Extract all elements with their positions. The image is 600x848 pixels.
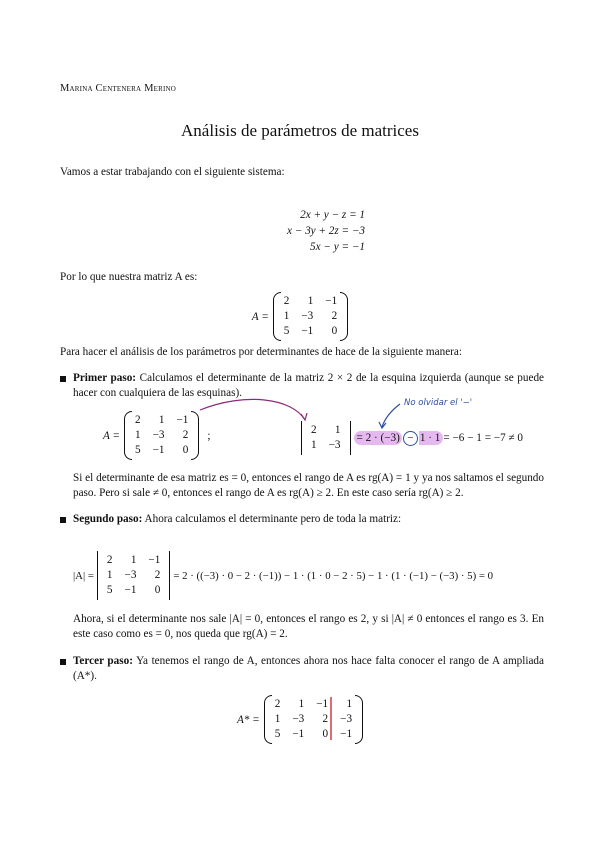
step1-label: Primer paso:	[73, 372, 137, 384]
det-matrix-cell: 1	[106, 569, 113, 581]
author-header: Marina Centenera Merino	[60, 83, 177, 94]
step1-matrix-a-cell: −1	[152, 444, 165, 456]
augmented-matrix-cell: −1	[316, 698, 329, 710]
matrix-a-cell: −1	[325, 295, 338, 307]
step1-description: Calculamos el determinante de la matriz 2 × 2 de la esquina izquierda (aunque se puede hacer con cualquiera de las esquinas).	[73, 372, 545, 399]
step2-note: Ahora, si el determinante nos sale |A| = 0, entonces el rango es 2, y si |A| ≠ 0 entonces el rango es 3. En este caso como es = 0, nos queda que rg(A) = 2.	[73, 613, 544, 640]
minor-cell: −3	[328, 439, 341, 451]
matrix-a-cell: 1	[307, 295, 314, 307]
augmented-matrix-cell: −3	[340, 713, 353, 725]
page-title: Análisis de parámetros de matrices	[181, 121, 419, 140]
step1-matrix-a-cell: 2	[134, 414, 141, 426]
det-matrix-cell: −1	[148, 554, 161, 566]
augmented-matrix-cell: 1	[298, 698, 305, 710]
augmented-matrix-cell: −1	[340, 728, 353, 740]
purple-arrow	[200, 399, 305, 420]
highlighted-expression: = 2 · (−3)	[354, 431, 402, 445]
step1-matrix-a-cell: 5	[134, 444, 141, 456]
separator: ;	[207, 429, 211, 442]
det-matrix-cell: 2	[154, 569, 161, 581]
step2-text	[73, 512, 544, 527]
matrix-a-label: A =	[251, 310, 269, 323]
matrix-a-cell: −3	[301, 310, 314, 322]
augmented-matrix	[264, 697, 363, 742]
det-matrix-row	[101, 583, 166, 598]
handwritten-annotation: No olvidar el '−'	[404, 398, 473, 408]
equation-2: x − 3y + 2z = −3	[286, 225, 366, 237]
augmented-matrix-equation	[0, 697, 600, 742]
augmented-matrix-cell: 1	[274, 713, 281, 725]
det-matrix	[96, 553, 171, 598]
det-matrix-cell: −1	[124, 584, 137, 596]
augmented-matrix-cell: −1	[292, 728, 305, 740]
matrix-a-cell: 2	[331, 310, 338, 322]
matrix-a-cell: 2	[283, 295, 290, 307]
matrix-a-cell: 1	[283, 310, 290, 322]
equation-1: 2x + y − z = 1	[300, 209, 366, 221]
det-matrix-cell: −3	[124, 569, 137, 581]
matrix-a-cell: 5	[283, 325, 290, 337]
step1-matrix-a-cell: −3	[152, 429, 165, 441]
augmented-matrix-cell: 2	[274, 698, 281, 710]
step2-description: Ahora calculamos el determinante pero de toda la matriz:	[144, 513, 402, 525]
det-matrix-row	[101, 553, 166, 568]
augmented-matrix-cell: 1	[346, 698, 353, 710]
augmented-matrix-cell: 2	[322, 713, 329, 725]
step1-matrix-a-cell: 1	[158, 414, 165, 426]
circled-minus: −	[403, 431, 418, 446]
augmented-matrix-row	[269, 712, 358, 727]
det-matrix-cell: 1	[130, 554, 137, 566]
augmented-matrix-row	[269, 697, 358, 712]
det-matrix-cell: 5	[106, 584, 113, 596]
step3-text	[73, 654, 544, 684]
minor-cell: 1	[311, 439, 317, 451]
step1-matrix-a-cell: 1	[134, 429, 141, 441]
det-matrix-row	[101, 568, 166, 583]
step2-label: Segundo paso:	[73, 513, 143, 525]
step1-result: = −6 − 1 = −7 ≠ 0	[443, 432, 524, 444]
det-expression: = 2 · ((−3) · 0 − 2 · (−1)) − 1 · (1 · 0 − 2 · 5) − 1 · (1 · (−1) − (−3) · 5) = 0	[173, 569, 494, 582]
step1-matrix-a-cell: −1	[176, 414, 189, 426]
matrix-a-cell: −1	[301, 325, 314, 337]
bullet-step3	[60, 659, 66, 665]
step3-label: Tercer paso:	[73, 655, 133, 667]
det-matrix-cell: 2	[106, 554, 113, 566]
matrix-intro-text: Por lo que nuestra matriz A es:	[60, 271, 198, 283]
analysis-intro-text: Para hacer el análisis de los parámetros por determinantes de hace de la siguiente manera:	[60, 346, 462, 358]
minor-cell: 1	[334, 424, 341, 436]
augmented-matrix-cell: 0	[322, 728, 329, 740]
det-label: |A| =	[73, 569, 94, 582]
step1-note: Si el determinante de esa matriz es = 0, entonces el rango de A es rg(A) = 1 y ya nos saltamos el segundo paso. Pero si sale ≠ 0, entonces el rango de A es rg(A) ≥ 2. En este caso sería rg(A) ≥ 2.	[73, 472, 544, 499]
augmented-matrix-cell: 5	[274, 728, 281, 740]
step1-matrix-a-cell: 2	[182, 429, 189, 441]
augmented-matrix-row	[269, 727, 358, 742]
highlighted-expression-2: 1 · 1	[419, 431, 444, 445]
bullet-step2	[60, 517, 66, 523]
blue-arrow	[382, 404, 400, 427]
minor-cell: 2	[311, 424, 317, 436]
intro-text: Vamos a estar trabajando con el siguiente sistema:	[60, 166, 285, 178]
equation-3: 5x − y = −1	[310, 241, 366, 253]
step1-matrix-a-cell: 0	[182, 444, 189, 456]
step3-description: Ya tenemos el rango de A, entonces ahora nos hace falta conocer el rango de A ampliada (A*).	[73, 655, 544, 682]
matrix-a-cell: 0	[331, 325, 338, 337]
augmented-label: A* =	[236, 713, 260, 726]
det-matrix-cell: 0	[154, 584, 161, 596]
step1-matrix-label: A =	[103, 429, 120, 442]
step2-determinant	[73, 553, 493, 598]
augmented-matrix-cell: −3	[292, 713, 305, 725]
